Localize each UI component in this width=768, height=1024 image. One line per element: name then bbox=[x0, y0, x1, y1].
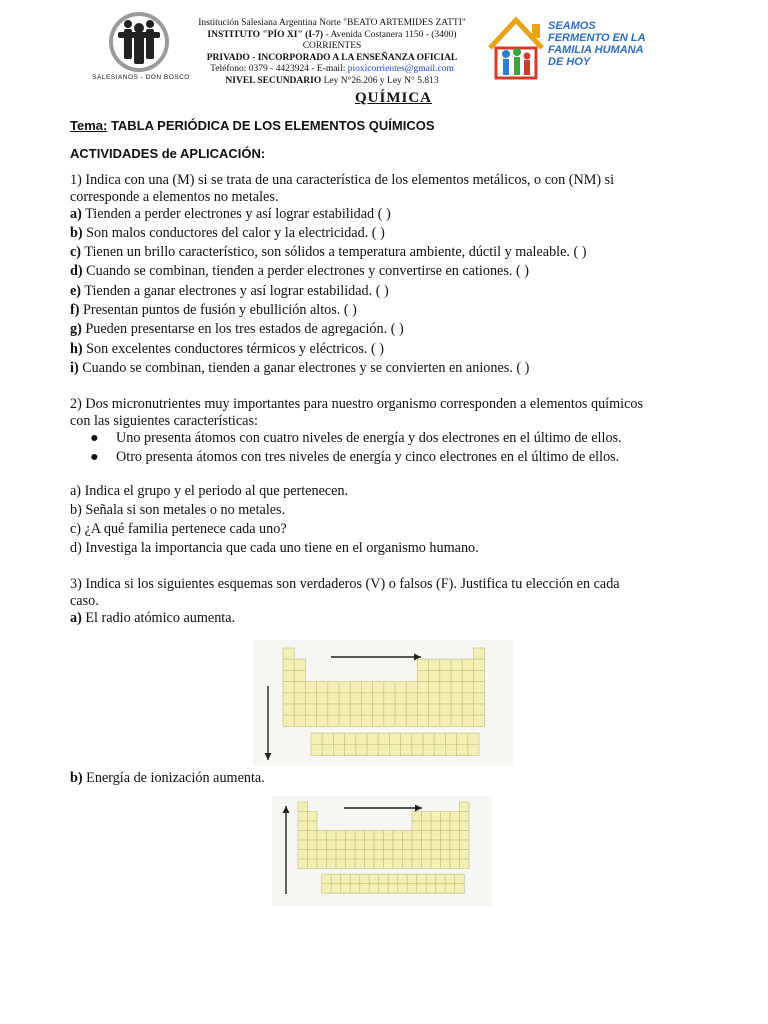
fermento-logo bbox=[484, 14, 654, 84]
email-link[interactable]: pioxicorrientes@gmail.com bbox=[347, 64, 454, 75]
bullet-icon: ● bbox=[90, 430, 99, 446]
q1-prompt-line2: corresponde a elementos no metales. bbox=[70, 189, 279, 205]
q1-prompt-line1: 1) Indica con una (M) si se trata de una característica de los elementos metálicos, o con (NM) si bbox=[70, 172, 615, 188]
header-line2: INSTITUTO "PÍO XI" (I-7) - Avenida Costanera 1150 - (3400) bbox=[207, 29, 457, 40]
q2-item-c: c) ¿A qué familia pertenece cada uno? bbox=[70, 521, 287, 537]
q1-item-c: c) Tienen un brillo característico, son sólidos a temperatura ambiente, dúctil y maleable. ( ) bbox=[70, 244, 587, 260]
logo-slogan: SEAMOS FERMENTO EN LA FAMILIA HUMANA DE HOY bbox=[548, 20, 646, 68]
logo-caption: SALESIANOS - DON BOSCO bbox=[92, 74, 190, 81]
header-line4: PRIVADO - INCORPORADO A LA ENSEÑANZA OFICIAL bbox=[206, 52, 458, 63]
activities-title: ACTIVIDADES de APLICACIÓN: bbox=[70, 146, 266, 161]
q1-item-a: a) Tienden a perder electrones y así lograr estabilidad ( ) bbox=[70, 206, 391, 222]
q1-item-i: i) Cuando se combinan, tienden a ganar electrones y se convierten en aniones. ( ) bbox=[70, 360, 530, 376]
q2-prompt-line2: con las siguientes características: bbox=[70, 413, 258, 429]
q1-item-h: h) Son excelentes conductores térmicos y eléctricos. ( ) bbox=[70, 341, 384, 357]
topic: Tema: TABLA PERIÓDICA DE LOS ELEMENTOS QUÍMICOS bbox=[70, 118, 435, 133]
q1-item-g: g) Pueden presentarse en los tres estados de agregación. ( ) bbox=[70, 321, 404, 337]
q2-item-a: a) Indica el grupo y el periodo al que pertenecen. bbox=[70, 483, 349, 499]
institution-header bbox=[182, 18, 482, 88]
q3-prompt-line2: caso. bbox=[70, 593, 99, 609]
header-line5: Teléfono: 0379 - 4423924 - E-mail: pioxicorrientes@gmail.com bbox=[210, 64, 454, 75]
q3-item-b: b) Energía de ionización aumenta. bbox=[70, 770, 265, 786]
q1-item-e: e) Tienden a ganar electrones y así lograr estabilidad. ( ) bbox=[70, 283, 389, 299]
q2-bullet-1: ● Uno presenta átomos con cuatro niveles de energía y dos electrones en el último de ellos. bbox=[90, 430, 622, 446]
q1-item-d: d) Cuando se combinan, tienden a perder electrones y convertirse en cationes. ( ) bbox=[70, 263, 529, 279]
q1-item-b: b) Son malos conductores del calor y la electricidad. ( ) bbox=[70, 225, 385, 241]
q2-item-b: b) Señala si son metales o no metales. bbox=[70, 502, 286, 518]
q3-item-a: a) El radio atómico aumenta. bbox=[70, 610, 236, 626]
q2-item-d: d) Investiga la importancia que cada uno tiene en el organismo humano. bbox=[70, 540, 479, 556]
q1-item-f: f) Presentan puntos de fusión y ebullición altos. ( ) bbox=[70, 302, 357, 318]
periodic-table-diagram-b bbox=[272, 796, 492, 906]
salesianos-logo bbox=[92, 10, 190, 86]
bullet-icon: ● bbox=[90, 449, 99, 465]
header-line3: CORRIENTES bbox=[302, 41, 362, 52]
q2-prompt-line1: 2) Dos micronutrientes muy importantes para nuestro organismo corresponden a elementos químicos bbox=[70, 396, 644, 412]
q3-prompt-line1: 3) Indica si los siguientes esquemas son verdaderos (V) o falsos (F). Justifica tu elección en cada bbox=[70, 576, 620, 592]
q2-bullet-2: ● Otro presenta átomos con tres niveles de energía y cinco electrones en el último de ellos. bbox=[90, 449, 620, 465]
header-line6: NIVEL SECUNDARIO Ley N°26.206 y Ley N° 5.813 bbox=[225, 75, 439, 86]
subject-title: QUÍMICA bbox=[355, 90, 432, 106]
periodic-table-diagram-a bbox=[253, 640, 513, 766]
header-line1: Institución Salesiana Argentina Norte "BEATO ARTEMIDES ZATTI" bbox=[198, 18, 466, 28]
